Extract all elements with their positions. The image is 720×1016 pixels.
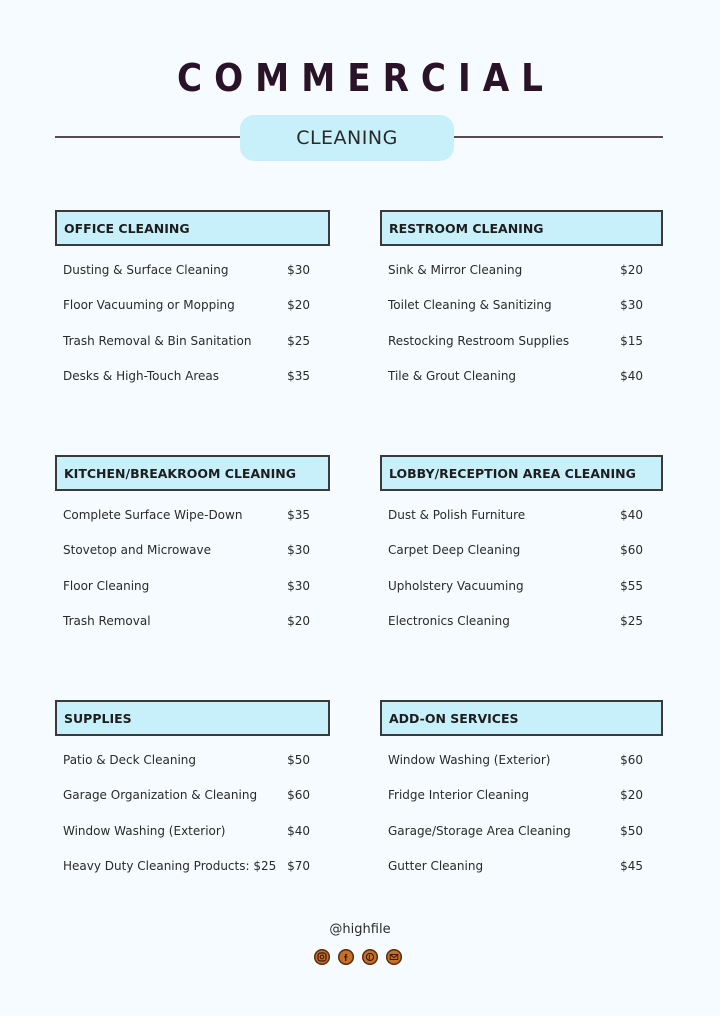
service-price: $55	[620, 578, 643, 593]
service-name: Patio & Deck Cleaning	[63, 752, 197, 767]
service-name: Desks & High-Touch Areas	[63, 369, 219, 384]
service-price: $60	[620, 752, 643, 767]
facebook-icon[interactable]	[338, 949, 354, 965]
service-price: $20	[620, 788, 643, 803]
pinterest-icon[interactable]	[362, 949, 378, 965]
service-item	[380, 742, 663, 778]
service-name: Dusting & Surface Cleaning	[63, 262, 229, 277]
service-item	[55, 323, 330, 359]
service-price: $20	[287, 298, 310, 313]
service-price: $40	[620, 507, 643, 522]
section-title: LOBBY/RECEPTION AREA CLEANING	[380, 455, 663, 491]
service-price: $60	[620, 543, 643, 558]
section-add-on-services	[380, 700, 663, 884]
section-restroom-cleaning	[380, 210, 663, 394]
service-price: $30	[620, 298, 643, 313]
service-item	[380, 604, 663, 640]
service-item	[380, 359, 663, 395]
service-price: $40	[620, 369, 643, 384]
section-title: KITCHEN/BREAKROOM CLEANING	[55, 455, 330, 491]
service-item	[380, 288, 663, 324]
service-item	[55, 813, 330, 849]
service-item	[380, 778, 663, 814]
section-title: SUPPLIES	[55, 700, 330, 736]
service-item	[55, 742, 330, 778]
subtitle-pill: CLEANING	[240, 115, 454, 161]
service-price: $50	[620, 823, 643, 838]
service-name: Window Washing (Exterior)	[63, 823, 226, 838]
service-price: $40	[287, 823, 310, 838]
divider-left	[55, 136, 245, 138]
service-item	[380, 323, 663, 359]
service-name: Tile & Grout Cleaning	[388, 369, 517, 384]
service-item	[55, 533, 330, 569]
service-name: Gutter Cleaning	[388, 859, 484, 874]
service-name: Floor Cleaning	[63, 578, 150, 593]
service-name: Garage/Storage Area Cleaning	[388, 823, 571, 838]
service-item	[380, 252, 663, 288]
service-name: Complete Surface Wipe-Down	[63, 507, 243, 522]
service-price: $50	[287, 752, 310, 767]
service-item	[55, 252, 330, 288]
service-name: Toilet Cleaning & Sanitizing	[388, 298, 552, 313]
service-name: Stovetop and Microwave	[63, 543, 211, 558]
service-item	[55, 604, 330, 640]
service-price: $70	[287, 859, 310, 874]
service-item	[380, 497, 663, 533]
service-item	[380, 533, 663, 569]
page-title: COMMERCIAL	[177, 56, 555, 100]
service-price: $35	[287, 507, 310, 522]
service-price: $30	[287, 262, 310, 277]
service-item	[380, 568, 663, 604]
section-office-cleaning	[55, 210, 330, 394]
divider-right	[445, 136, 663, 138]
service-price: $20	[620, 262, 643, 277]
service-name: Trash Removal & Bin Sanitation	[63, 333, 252, 348]
service-item	[55, 849, 330, 885]
section-lobby-cleaning	[380, 455, 663, 639]
service-price: $45	[620, 859, 643, 874]
service-price: $15	[620, 333, 643, 348]
service-price: $60	[287, 788, 310, 803]
section-title: ADD-ON SERVICES	[380, 700, 663, 736]
service-item	[380, 813, 663, 849]
service-item	[55, 359, 330, 395]
service-item	[55, 288, 330, 324]
social-handle: @highfile	[329, 922, 391, 937]
service-name: Electronics Cleaning	[388, 614, 510, 629]
section-kitchen-cleaning	[55, 455, 330, 639]
service-item	[55, 778, 330, 814]
email-icon[interactable]	[386, 949, 402, 965]
service-price: $25	[287, 333, 310, 348]
social-icons	[314, 949, 402, 965]
service-name: Window Washing (Exterior)	[388, 752, 551, 767]
service-name: Carpet Deep Cleaning	[388, 543, 521, 558]
service-price: $25	[620, 614, 643, 629]
section-supplies	[55, 700, 330, 884]
service-name: Heavy Duty Cleaning Products: $25	[63, 859, 277, 874]
service-item	[380, 849, 663, 885]
instagram-icon[interactable]	[314, 949, 330, 965]
service-price: $35	[287, 369, 310, 384]
section-title: OFFICE CLEANING	[55, 210, 330, 246]
service-item	[55, 568, 330, 604]
service-name: Fridge Interior Cleaning	[388, 788, 529, 803]
service-name: Trash Removal	[63, 614, 151, 629]
service-name: Dust & Polish Furniture	[388, 507, 526, 522]
service-name: Upholstery Vacuuming	[388, 578, 524, 593]
service-price: $30	[287, 578, 310, 593]
service-name: Sink & Mirror Cleaning	[388, 262, 523, 277]
service-name: Restocking Restroom Supplies	[388, 333, 570, 348]
service-name: Floor Vacuuming or Mopping	[63, 298, 235, 313]
service-name: Garage Organization & Cleaning	[63, 788, 258, 803]
service-price: $30	[287, 543, 310, 558]
section-title: RESTROOM CLEANING	[380, 210, 663, 246]
service-price: $20	[287, 614, 310, 629]
service-item	[55, 497, 330, 533]
